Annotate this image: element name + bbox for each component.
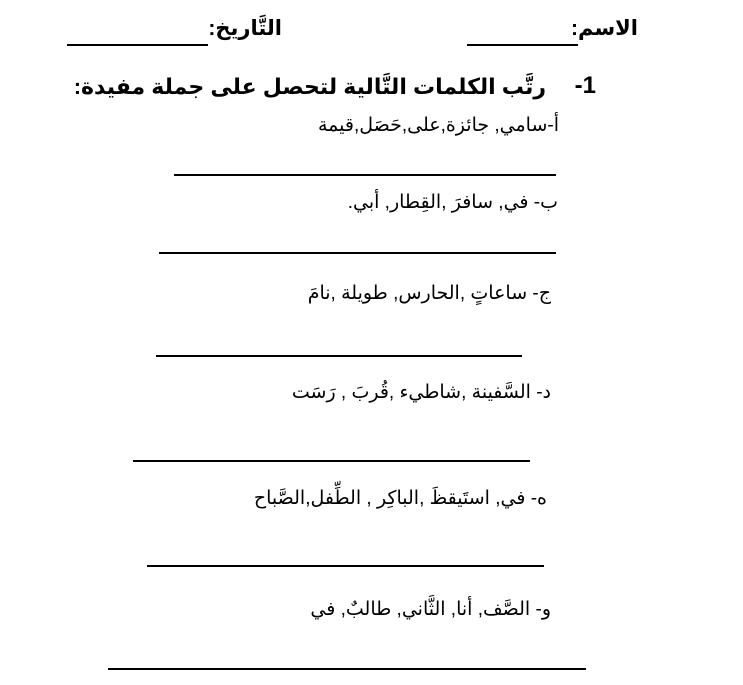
item-a-text: أ-سامي, جائزة,على,حَصَل,قيمة	[317, 115, 559, 136]
name-label: الاسم:	[571, 17, 638, 40]
item-e-answer-line[interactable]	[147, 565, 544, 567]
item-d-text: د- السَّفينة ,شاطيء ,قُربَ , رَسَت	[291, 382, 551, 403]
item-c-answer-line[interactable]	[156, 355, 522, 357]
item-d-answer-line[interactable]	[133, 460, 530, 462]
item-f-answer-line[interactable]	[108, 668, 586, 670]
question-instruction: رتَّب الكلمات التَّالية لتحصل على جملة مفيدة:	[73, 74, 546, 99]
question-number: -1	[574, 72, 596, 99]
item-f-text: و- الصَّف, أنا, الثَّاني, طالبٌ, في	[310, 599, 551, 620]
question-heading	[73, 72, 596, 106]
item-b-answer-line[interactable]	[159, 252, 556, 254]
name-answer-line[interactable]	[467, 44, 578, 46]
date-answer-line[interactable]	[67, 44, 208, 46]
item-b-text: ب- في, سافرَ ,القِطار, أبي.	[347, 192, 558, 213]
item-c-text: ج- ساعاتٍ ,الحارس, طويلة ,نامَ	[307, 283, 551, 304]
date-label: التَّاريخ:	[208, 17, 282, 40]
item-a-answer-line[interactable]	[174, 174, 556, 176]
item-e-text: ه- في, استَيقظَ ,الباكِر , الطِّفل,الصَّباح	[253, 488, 547, 509]
